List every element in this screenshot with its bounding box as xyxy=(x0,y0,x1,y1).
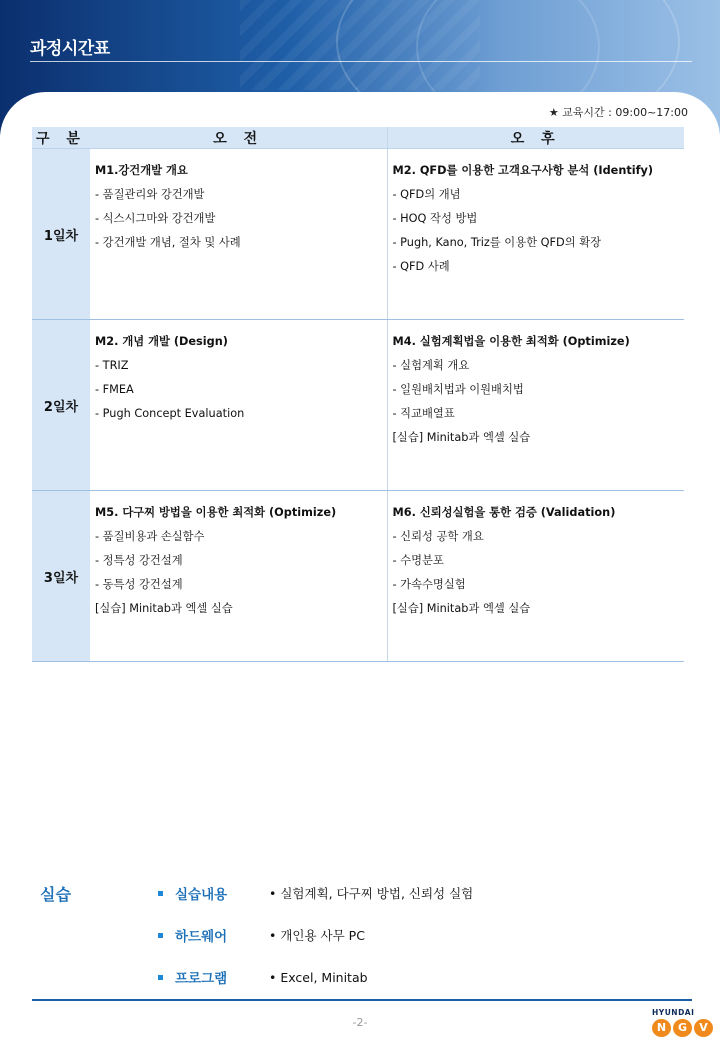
module-item: - 동특성 강건설계 xyxy=(95,578,183,591)
morning-cell xyxy=(90,149,387,320)
module-item: - QFD의 개념 xyxy=(392,188,461,201)
column-header-morning: 오 전 xyxy=(90,127,387,149)
practice-value: • Excel, Minitab xyxy=(269,969,368,985)
module-item: - 실험계획 개요 xyxy=(392,359,470,372)
module-item: - QFD 사례 xyxy=(392,260,450,273)
practice-value: • 실험계획, 다구찌 방법, 신뢰성 실험 xyxy=(269,886,474,901)
day-label: 2일차 xyxy=(32,320,90,491)
square-bullet-icon xyxy=(158,891,163,896)
table-row xyxy=(32,149,684,320)
logo-brand-text: HYUNDAI xyxy=(652,1008,695,1017)
module-item: - 강건개발 개념, 절차 및 사례 xyxy=(95,236,241,249)
module-item: - 정특성 강건설계 xyxy=(95,554,183,567)
column-header-category: 구 분 xyxy=(32,127,90,149)
morning-cell xyxy=(90,491,387,662)
module-item: - FMEA xyxy=(95,383,134,396)
table-header-row xyxy=(32,127,684,149)
module-item: - TRIZ xyxy=(95,359,129,372)
module-item: - 품질비용과 손실함수 xyxy=(95,530,205,543)
module-item: - 수명분포 xyxy=(392,554,444,567)
module-item: - 일원배치법과 이원배치법 xyxy=(392,383,524,396)
module-item: [실습] Minitab과 엑셀 실습 xyxy=(95,602,233,615)
practice-row xyxy=(158,882,473,904)
square-bullet-icon xyxy=(158,975,163,980)
table-row xyxy=(32,491,684,662)
square-bullet-icon xyxy=(158,933,163,938)
module-item: - 가속수명실험 xyxy=(392,578,466,591)
logo-letter: G xyxy=(673,1019,692,1037)
practice-section-label: 실습 xyxy=(40,885,71,904)
module-title: M2. QFD를 이용한 고객요구사항 분석 (Identify) xyxy=(392,164,654,177)
module-item: - HOQ 작성 방법 xyxy=(392,212,478,225)
module-item: - 신뢰성 공학 개요 xyxy=(392,530,484,543)
module-item: - 품질관리와 강건개발 xyxy=(95,188,205,201)
footer-divider xyxy=(32,999,692,1001)
module-item: [실습] Minitab과 엑셀 실습 xyxy=(392,431,531,444)
module-item: - 식스시그마와 강건개발 xyxy=(95,212,216,225)
logo-letter: V xyxy=(694,1019,713,1037)
module-title: M2. 개념 개발 (Design) xyxy=(95,335,228,348)
module-item: - Pugh, Kano, Triz를 이용한 QFD의 확장 xyxy=(392,236,602,249)
logo-letter: N xyxy=(652,1019,671,1037)
practice-key: 하드웨어 xyxy=(175,929,228,945)
practice-key: 프로그램 xyxy=(175,971,228,987)
page-number: -2- xyxy=(352,1016,368,1029)
practice-row xyxy=(158,924,365,946)
module-item: - Pugh Concept Evaluation xyxy=(95,407,245,420)
hyundai-ngv-logo xyxy=(650,1008,718,1038)
afternoon-cell xyxy=(387,149,684,320)
afternoon-cell xyxy=(387,491,684,662)
module-title: M1.강건개발 개요 xyxy=(95,164,188,177)
module-title: M4. 실험계획법을 이용한 최적화 (Optimize) xyxy=(392,335,630,348)
module-item: - 직교배열표 xyxy=(392,407,455,420)
edu-time-note: ★ 교육시간 : 09:00~17:00 xyxy=(548,106,688,119)
afternoon-cell xyxy=(387,320,684,491)
day-label: 3일차 xyxy=(32,491,90,662)
title-divider xyxy=(30,61,692,62)
practice-key: 실습내용 xyxy=(175,887,228,903)
banner-decoration xyxy=(240,0,480,90)
module-title: M6. 신뢰성실험을 통한 검증 (Validation) xyxy=(392,506,616,519)
module-title: M5. 다구찌 방법을 이용한 최적화 (Optimize) xyxy=(95,506,337,519)
practice-value: • 개인용 사무 PC xyxy=(269,928,365,943)
page-title: 과정시간표 xyxy=(30,39,110,59)
table-row xyxy=(32,320,684,491)
day-label: 1일차 xyxy=(32,149,90,320)
morning-cell xyxy=(90,320,387,491)
column-header-afternoon: 오 후 xyxy=(387,127,684,149)
practice-row xyxy=(158,966,368,988)
schedule-table xyxy=(32,127,684,662)
module-item: [실습] Minitab과 엑셀 실습 xyxy=(392,602,531,615)
